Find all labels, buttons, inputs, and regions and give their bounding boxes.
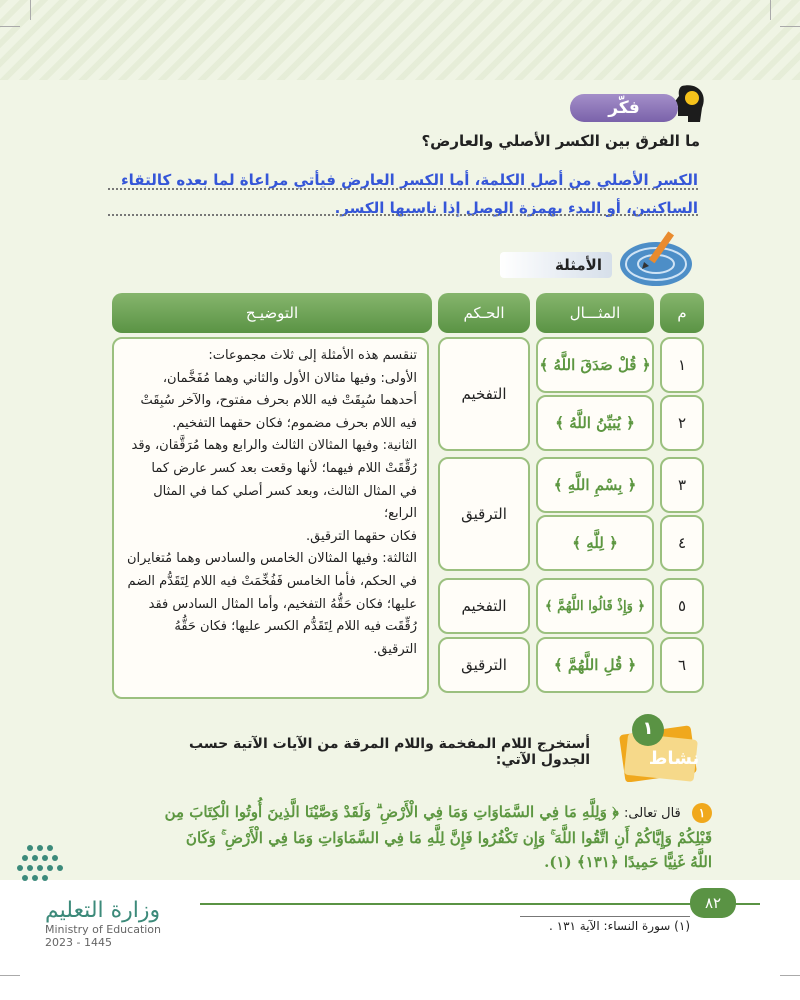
explanation-line: الترقيق.	[373, 641, 417, 657]
section-title: الأمثلة	[500, 252, 612, 278]
example-verse: ﴿ يُبَيِّنُ اللَّهُ ﴾	[536, 395, 654, 451]
crop-mark	[780, 26, 800, 27]
explanation-line: أحدهما سُبِقَتْ فيه اللام بحرف مفتوح، والآخر سُبِقَتْ	[140, 393, 417, 409]
explanation-line: رُقِّقَت فيه اللام لِتَقَدُّم الكسر عليها؛ فكان حَقُّهُ	[174, 619, 417, 635]
explanation-line: فيه اللام بحرف مضموم؛ فكان حقهما التفخيم.	[172, 415, 417, 431]
dotted-line	[108, 188, 698, 190]
globe-pencil-icon	[608, 228, 698, 288]
activity-label: نشاط	[648, 748, 700, 769]
item-number: ١	[692, 803, 712, 823]
crop-mark	[30, 0, 31, 20]
ministry-english: Ministry of Education	[45, 923, 162, 936]
ministry-logo	[45, 898, 195, 949]
think-badge: فكّر	[570, 94, 678, 122]
activity-instruction: أستخرج اللام المفخمة واللام المرقة من الآيات الآتية حسب الجدول الآتي:	[189, 736, 590, 768]
dotted-line	[108, 214, 698, 216]
question-text: ما الفرق بين الكسر الأصلي والعارض؟	[421, 132, 700, 150]
row-number: ٦	[660, 637, 704, 693]
verse-line: ﴿ وَلِلَّهِ مَا فِي السَّمَاوَاتِ وَمَا فِي الْأَرْضِ ۗ وَلَقَدْ وَصَّيْنَا الَّذِينَ أُوتُوا الْكِتَابَ مِن	[164, 803, 619, 821]
crop-mark	[780, 975, 800, 976]
row-number: ٤	[660, 515, 704, 571]
example-verse: ﴿ وَإِذْ قَالُوا اللَّهُمَّ ﴾	[536, 578, 654, 634]
verse-line: اللَّهُ غَنِيًّا حَمِيدًا ﴿١٣١﴾ (١).	[544, 853, 712, 871]
activity-verse	[92, 800, 712, 874]
ruling-cell: التفخيم	[438, 337, 530, 451]
answer-line-1: الكسر الأصلي من أصل الكلمة، أما الكسر العارض فيأتي مراعاة لما بعده كالتقاء	[120, 171, 698, 189]
ruling-cell: الترقيق	[438, 637, 530, 693]
crop-mark	[0, 26, 20, 27]
crop-mark	[0, 975, 20, 976]
activity-number: ١	[642, 718, 654, 739]
activity-badge	[618, 712, 708, 782]
example-verse: ﴿ قُلْ صَدَقَ اللَّهُ ﴾	[536, 337, 654, 393]
ministry-dots-logo	[10, 838, 100, 898]
verse-intro: قال تعالى:	[623, 806, 681, 821]
page-number: ٨٢	[690, 888, 736, 918]
explanation-line: عليها؛ فكان حَقُّهُ التفخيم، وأما المثال السادس فقد	[148, 596, 417, 612]
explanation-line: فكان حقهما الترقيق.	[305, 528, 417, 544]
crop-mark	[770, 0, 771, 20]
row-number: ٣	[660, 457, 704, 513]
explanation-line: الثالثة: وفيها المثالان الخامس والسادس وهما مُتغايران	[127, 551, 417, 567]
explanation-line: تنقسم هذه الأمثلة إلى ثلاث مجموعات:	[208, 348, 417, 363]
ministry-year: 2023 - 1445	[45, 936, 112, 949]
explanation-line: الأولى: وفيها مثالان الأول والثاني وهما مُفَخَّمان،	[162, 370, 417, 386]
explanation-line: رُقِّقَتْ اللام فيهما؛ لأنها وقعت بعد كسر عارض كما	[151, 460, 417, 476]
header-example: المثـــال	[536, 293, 654, 333]
row-number: ٢	[660, 395, 704, 451]
explanation-line: في المثال الثالث، وبعد كسر أصلي كما في المثال الرابع؛	[153, 483, 417, 522]
ministry-arabic: وزارة التعليم	[45, 898, 161, 923]
ruling-cell: التفخيم	[438, 578, 530, 634]
explanation-line: الثانية: وفيها المثالان الثالث والرابع وهما مُرَقَّقان، وقد	[131, 438, 417, 454]
header-explanation: التوضيـح	[112, 293, 432, 333]
decorative-pattern	[0, 0, 800, 80]
explanation-line: في الحكم، فأما الخامس فَفُخِّمَتْ فيه اللام لِتَقَدُّم الضم	[127, 573, 417, 589]
example-verse: ﴿ قُلِ اللَّهُمَّ ﴾	[536, 637, 654, 693]
header-num: م	[660, 293, 704, 333]
row-number: ١	[660, 337, 704, 393]
ruling-cell: الترقيق	[438, 457, 530, 571]
row-number: ٥	[660, 578, 704, 634]
explanation-cell	[112, 337, 429, 699]
answer-line-2: الساكنين، أو البدء بهمزة الوصل إذا ناسبها الكسر.	[334, 199, 698, 217]
example-verse: ﴿ لِلَّهِ ﴾	[536, 515, 654, 571]
example-verse: ﴿ بِسْمِ اللَّهِ ﴾	[536, 457, 654, 513]
verse-line: قَبْلِكُمْ وَإِيَّاكُمْ أَنِ اتَّقُوا اللَّهَ ۚ وَإِن تَكْفُرُوا فَإِنَّ لِلَّهِ مَا فِي السَّمَاوَاتِ وَمَا فِي الْأَرْضِ ۚ وَكَانَ	[185, 829, 712, 847]
header-ruling: الحـكم	[438, 293, 530, 333]
footnote: (١) سورة النساء: الآية ١٣١ .	[520, 916, 690, 933]
